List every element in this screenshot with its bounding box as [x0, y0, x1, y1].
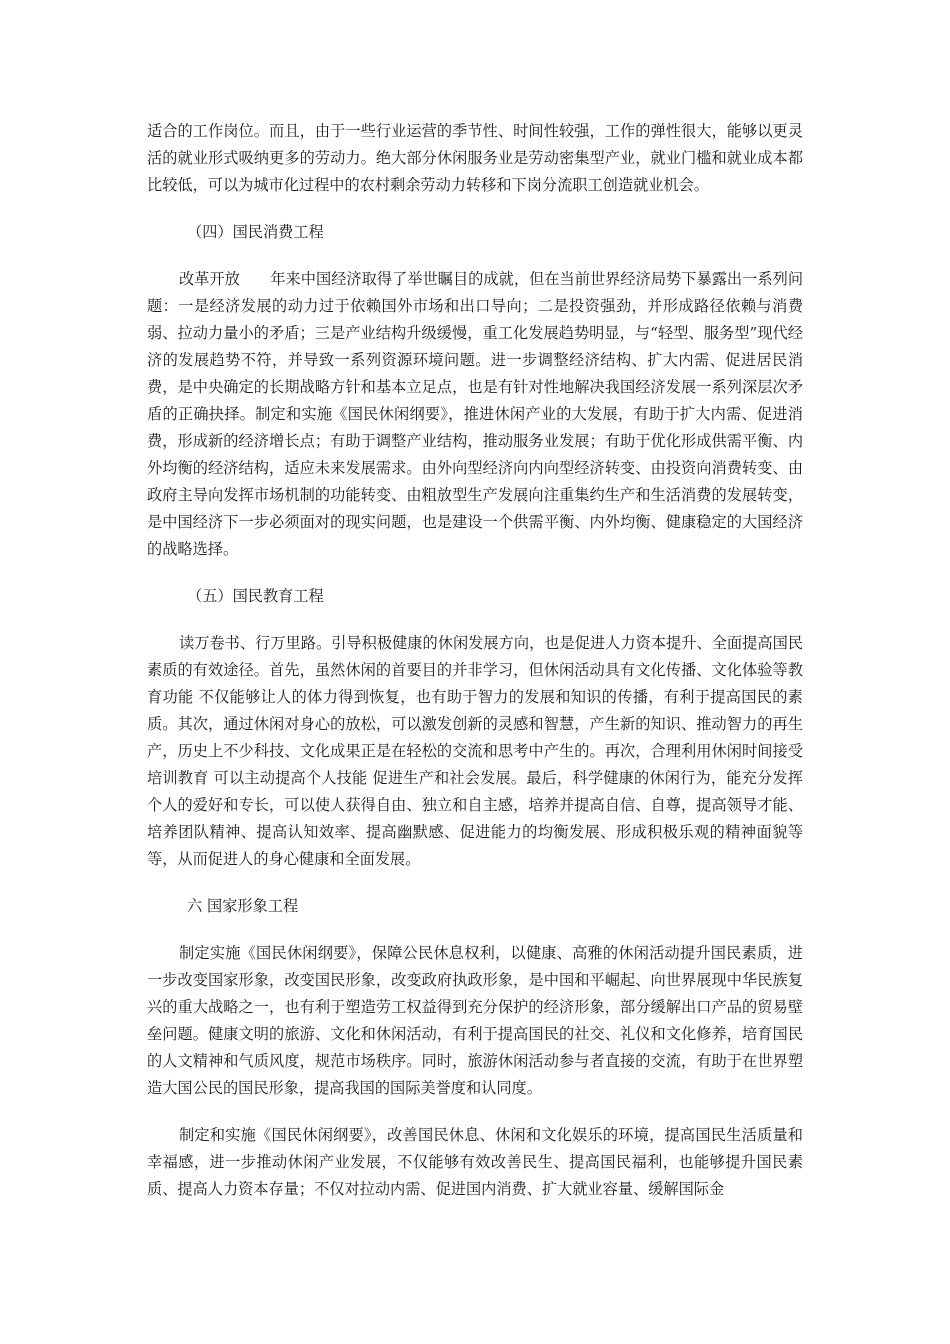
paragraph-intro: 适合的工作岗位。而且，由于一些行业运营的季节性、时间性较强，工作的弹性很大，能够以更灵活的就业形式吸纳更多的劳动力。绝大部分休闲服务业是劳动密集型产业，就业门槛和就业成本都比较低，可以为城市化过程中的农村剩余劳动力转移和下岗分流职工创造就业机会。: [147, 122, 803, 194]
paragraph-national-image-2: 制定和实施《国民休闲纲要》，改善国民休息、休闲和文化娱乐的环境，提高国民生活质量和幸福感，进一步推动休闲产业发展，不仅能够有效改善民生、提高国民福利，也能够提升国民素质、提高人力资本存量；不仅对拉动内需、促进国内消费、扩大就业容量、缓解国际金: [147, 1126, 803, 1198]
paragraph-consumption: 改革开放 年来中国经济取得了举世瞩目的成就，但在当前世界经济局势下暴露出一系列问题：一是经济发展的动力过于依赖国外市场和出口导向；二是投资强劲，并形成路径依赖与消费弱、拉动力量小的矛盾；三是产业结构升级缓慢，重工化发展趋势明显，与“轻型、服务型”现代经济的发展趋势不符，并导致一系列资源环境问题。进一步调整经济结构、扩大内需、促进居民消费，是中央确定的长期战略方针和基本立足点，也是有针对性地解决我国经济发展一系列深层次矛盾的正确抉择。制定和实施《国民休闲纲要》，推进休闲产业的大发展，有助于扩大内需、促进消费，形成新的经济增长点；有助于调整产业结构，推动服务业发展；有助于优化形成供需平衡、内外均衡的经济结构，适应未来发展需求。由外向型经济向内向型经济转变、由投资向消费转变、由政府主导向发挥市场机制的功能转变、由粗放型生产发展向注重集约生产和生活消费的发展转变，是中国经济下一步必须面对的现实问题，也是建设一个供需平衡、内外均衡、健康稳定的大国经济的战略选择。: [147, 270, 803, 558]
section-heading-consumption: （四）国民消费工程: [187, 223, 324, 241]
section-heading-national-image: 六 国家形象工程: [187, 897, 299, 915]
paragraph-national-image-1: 制定实施《国民休闲纲要》，保障公民休息权利，以健康、高雅的休闲活动提升国民素质，进一步改变国家形象，改变国民形象，改变政府执政形象，是中国和平崛起、向世界展现中华民族复兴的重大战略之一，也有利于塑造劳工权益得到充分保护的经济形象，部分缓解出口产品的贸易壁垒问题。健康文明的旅游、文化和休闲活动，有利于提高国民的社交、礼仪和文化修养，培育国民的人文精神和气质风度，规范市场秩序。同时，旅游休闲活动参与者直接的交流，有助于在世界塑造大国公民的国民形象，提高我国的国际美誉度和认同度。: [147, 944, 803, 1097]
document-page: [147, 118, 803, 1203]
paragraph-education: 读万卷书、行万里路。引导积极健康的休闲发展方向，也是促进人力资本提升、全面提高国民素质的有效途径。首先，虽然休闲的首要目的并非学习，但休闲活动具有文化传播、文化体验等教育功能 不仅能够让人的体力得到恢复，也有助于智力的发展和知识的传播，有利于提高国民的素质。其次，通过休闲对身心的放松，可以激发创新的灵感和智慧，产生新的知识、推动智力的再生产，历史上不少科技、文化成果正是在轻松的交流和思考中产生的。再次，合理利用休闲时间接受培训教育 可以主动提高个人技能 促进生产和社会发展。最后，科学健康的休闲行为，能充分发挥个人的爱好和专长，可以使人获得自由、独立和自主感，培养并提高自信、自尊，提高领导才能、培养团队精神、提高认知效率、提高幽默感、促进能力的均衡发展、形成积极乐观的精神面貌等等，从而促进人的身心健康和全面发展。: [147, 634, 803, 868]
section-heading-education: （五）国民教育工程: [187, 587, 324, 605]
